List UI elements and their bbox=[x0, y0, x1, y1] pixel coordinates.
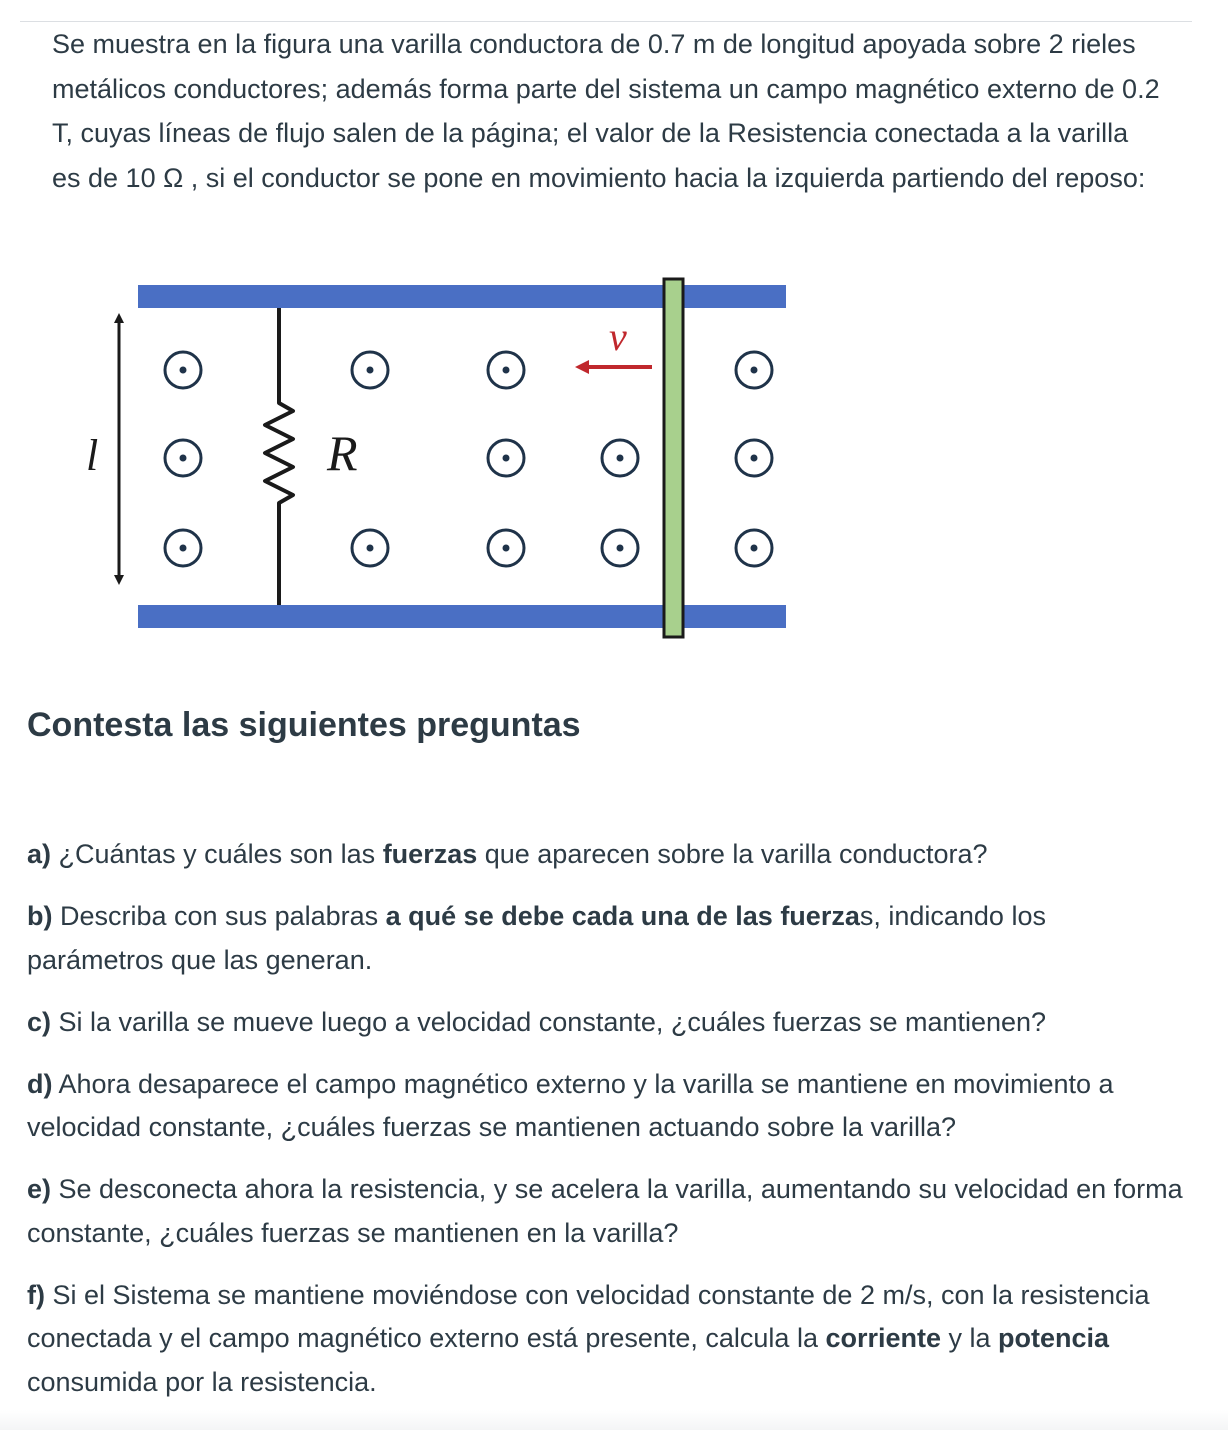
field-symbol bbox=[165, 352, 201, 388]
bottom-edge bbox=[0, 1410, 1228, 1430]
question-b: b) Describa con sus palabras a qué se debe cada una de las fuerzas, indicando los parámetros que las generan. bbox=[27, 901, 1046, 975]
field-symbol bbox=[736, 352, 772, 388]
question-a: a) ¿Cuántas y cuáles son las fuerzas que aparecen sobre la varilla conductora? bbox=[27, 839, 988, 869]
resistor bbox=[265, 308, 293, 605]
field-symbol bbox=[352, 352, 388, 388]
field-symbol bbox=[602, 530, 638, 566]
question-label: b) bbox=[27, 901, 53, 931]
question-d: d) Ahora desaparece el campo magnético externo y la varilla se mantiene en movimiento a velocidad constante, ¿cuáles fuerzas se mantienen actuando sobre la varilla? bbox=[27, 1068, 1114, 1142]
question-label: a) bbox=[27, 839, 52, 869]
field-symbol bbox=[488, 440, 524, 476]
field-symbol bbox=[736, 530, 772, 566]
questions-list bbox=[27, 833, 1187, 1423]
question-label: f) bbox=[27, 1279, 45, 1310]
resistor-label: R bbox=[327, 425, 358, 481]
question-label: e) bbox=[27, 1174, 52, 1204]
question-label: d) bbox=[27, 1068, 53, 1099]
problem-statement: Se muestra en la figura una varilla conductora de 0.7 m de longitud apoyada sobre 2 rieles metálicos conductores; además forma parte del sistema un campo magnético externo de 0.2 T, cuyas líneas de flujo salen de la página; el valor de la Resistencia conectada a la varilla es de 10 Ω , si el conductor se pone en movimiento hacia la izquierda partiendo del reposo: bbox=[52, 29, 1160, 193]
field-symbol bbox=[165, 530, 201, 566]
question-c: c) Si la varilla se mueve luego a velocidad constante, ¿cuáles fuerzas se mantienen? bbox=[27, 1006, 1047, 1037]
field-symbol bbox=[602, 440, 638, 476]
length-label: l bbox=[86, 431, 99, 480]
bottom-rail bbox=[138, 605, 786, 628]
field-symbol bbox=[352, 530, 388, 566]
top-rail bbox=[138, 285, 786, 308]
question-label: c) bbox=[27, 1006, 52, 1037]
field-symbol bbox=[736, 440, 772, 476]
field-symbol bbox=[488, 352, 524, 388]
velocity-label: v bbox=[609, 314, 627, 359]
conducting-rod bbox=[664, 279, 683, 637]
circuit-figure bbox=[70, 270, 810, 650]
questions-heading: Contesta las siguientes preguntas bbox=[27, 706, 581, 744]
question-f: f) Si el Sistema se mantiene moviéndose con velocidad constante de 2 m/s, con la resistencia conectada y el campo magnético externo está presente, calcula la corriente y la potencia consumida por la resistencia. bbox=[27, 1279, 1150, 1397]
field-symbol bbox=[488, 530, 524, 566]
question-e: e) Se desconecta ahora la resistencia, y se acelera la varilla, aumentando su velocidad en forma constante, ¿cuáles fuerzas se mantienen en la varilla? bbox=[27, 1174, 1183, 1248]
field-symbol bbox=[165, 440, 201, 476]
